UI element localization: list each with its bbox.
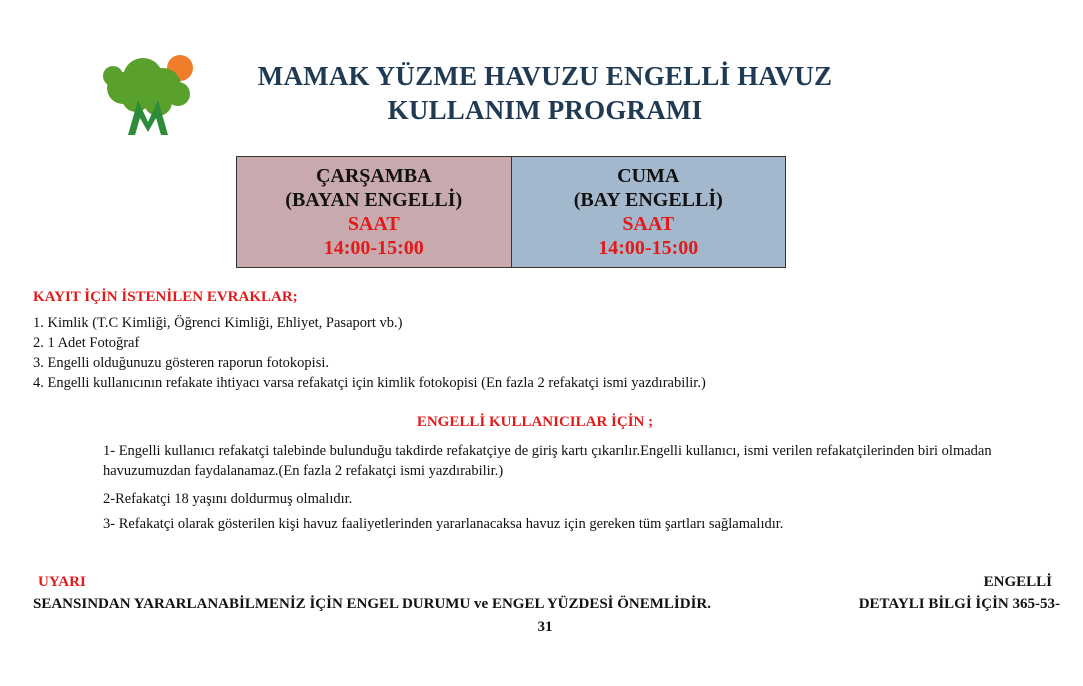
page-title-line1: MAMAK YÜZME HAVUZU ENGELLİ HAVUZ [257,61,833,91]
schedule-table [236,156,786,268]
page-number: 31 [537,619,553,635]
document-item: 4. Engelli kullanıcının refakate ihtiyacı varsa refakatçi için kimlik fotokopisi (En fazla 2 refakatçi ismi yazdırabilir.) [33,375,706,391]
group-name: (BAY ENGELLİ) [573,189,723,211]
document-item: 3. Engelli olduğunuzu gösteren raporun fotokopisi. [33,355,329,371]
document-item: 1. Kimlik (T.C Kimliği, Öğrenci Kimliği, Ehliyet, Pasaport vb.) [33,315,403,331]
schedule-friday [512,157,786,267]
time-range: 14:00-15:00 [323,237,424,259]
rule-item: 1- Engelli kullanıcı refakatçi talebinde bulunduğu takdirde refakatçiye de giriş kartı çıkarılır.Engelli kullanıcı, ismi verilen refakatçilerinden biri olmadan havuzumuzdan faydalanamaz.(En fazla 2 refakatçi ismi yazdırabilir.) [103,443,992,479]
day-name: CUMA [617,165,680,187]
footer-right-bottom: DETAYLI BİLGİ İÇİN 365-53- [858,596,1060,612]
schedule-wednesday [237,157,512,267]
time-label: SAAT [347,213,400,235]
day-name: ÇARŞAMBA [315,165,432,187]
time-label: SAAT [622,213,675,235]
documents-heading: KAYIT İÇİN İSTENİLEN EVRAKLAR; [33,289,298,305]
rule-item: 3- Refakatçi olarak gösterilen kişi havuz faaliyetlerinden yararlanacaksa havuz için gereken tüm şartları sağlamalıdır. [103,516,784,532]
mamak-tree-logo [98,50,198,140]
warning-label: UYARI [38,574,86,590]
time-range: 14:00-15:00 [598,237,699,259]
document-item: 2. 1 Adet Fotoğraf [33,335,140,351]
group-name: (BAYAN ENGELLİ) [285,189,463,211]
footer-right-top: ENGELLİ [983,574,1052,590]
page-title-line2: KULLANIM PROGRAMI [387,95,703,125]
rule-item: 2-Refakatçi 18 yaşını doldurmuş olmalıdır. [103,491,353,507]
disabled-users-heading: ENGELLİ KULLANICILAR İÇİN ; [416,414,654,430]
warning-text: SEANSINDAN YARARLANABİLMENİZ İÇİN ENGEL DURUMU ve ENGEL YÜZDESİ ÖNEMLİDİR. [33,596,712,612]
